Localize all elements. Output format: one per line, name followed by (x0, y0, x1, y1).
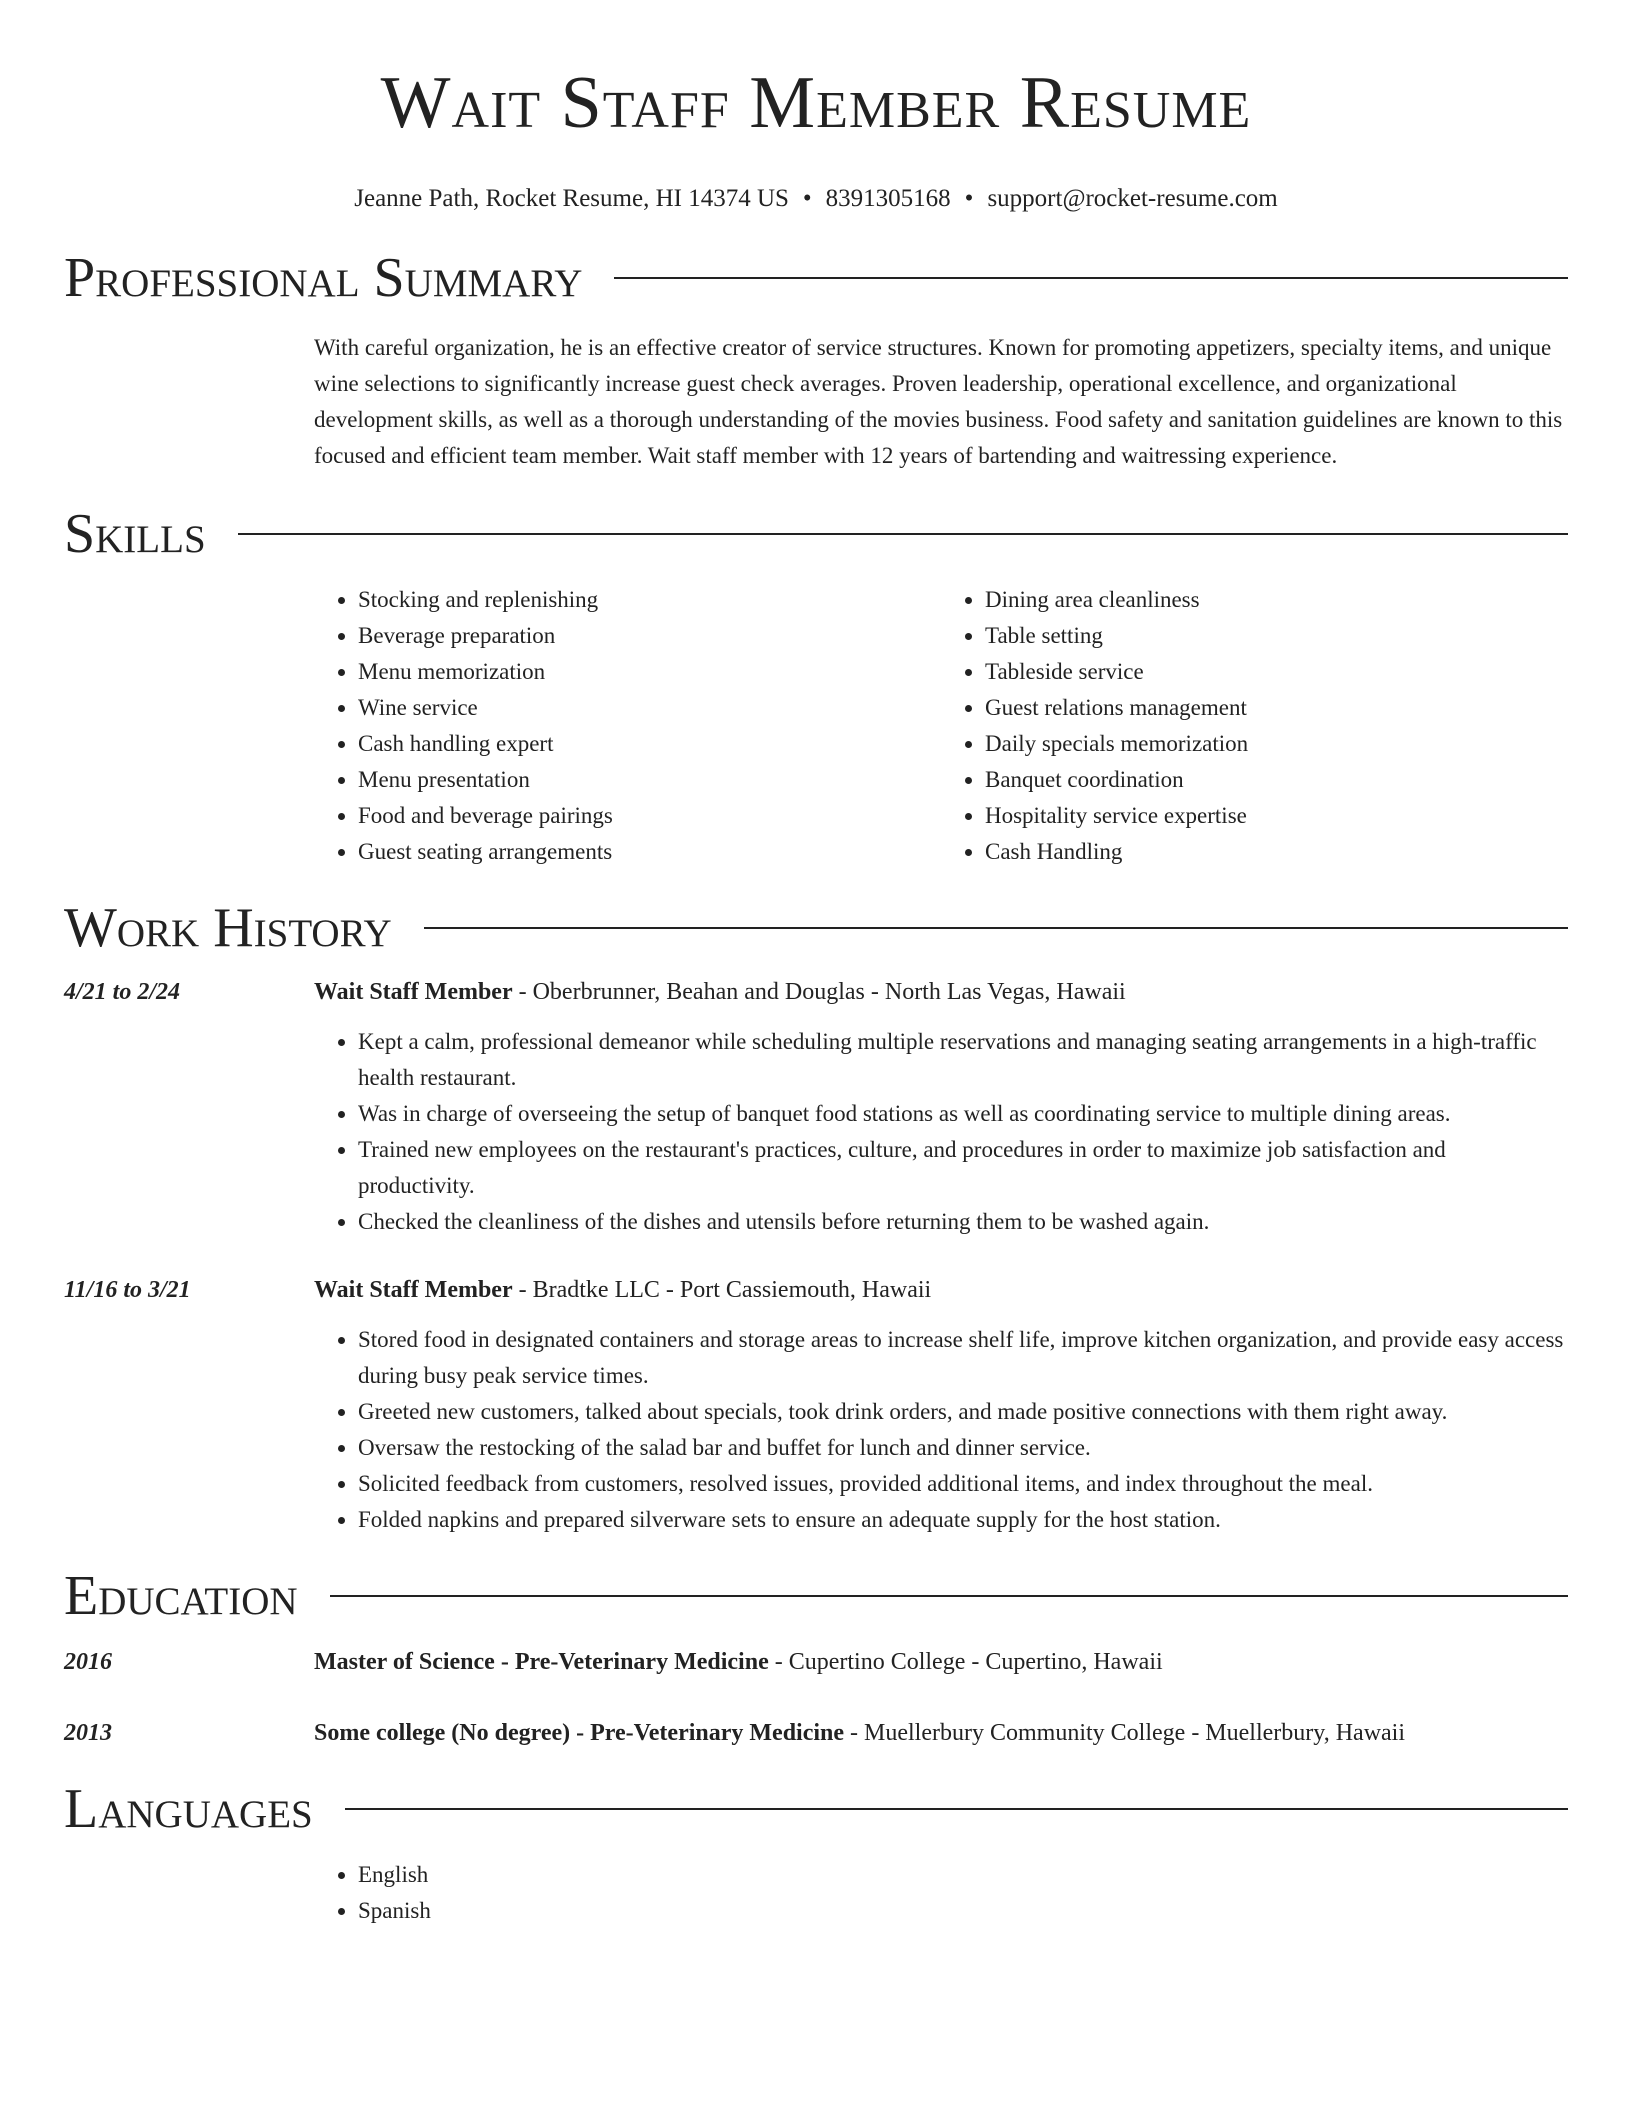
education-year: 2013 (64, 1720, 112, 1746)
education-entry (64, 1715, 1568, 1751)
job-bullet: • Solicited feedback from customers, resolved issues, provided additional items, and index throughout the meal. (358, 1466, 1568, 1502)
skill-item: • Cash Handling (985, 834, 1568, 870)
job-title-line (314, 974, 1568, 1010)
job-bullet: • Kept a calm, professional demeanor while scheduling multiple reservations and managing seating arrangements in a high-traffic health restaurant. (358, 1024, 1568, 1096)
education-year: 2016 (64, 1649, 112, 1675)
job-content (314, 1272, 1568, 1538)
section-divider (330, 1595, 1568, 1597)
section-divider (238, 533, 1568, 535)
contact-line (64, 183, 1568, 215)
skill-item: • Food and beverage pairings (358, 798, 941, 834)
job-entry (64, 974, 1568, 1240)
job-bullet: • Trained new employees on the restaurant's practices, culture, and procedures in order to maximize job satisfaction and productivity. (358, 1132, 1568, 1204)
contact-phone: 8391305168 (825, 185, 951, 212)
summary-section-header (64, 246, 1568, 310)
job-bullet: • Was in charge of overseeing the setup of banquet food stations as well as coordinating service to multiple dining areas. (358, 1096, 1568, 1132)
skill-item: • Daily specials memorization (985, 726, 1568, 762)
skills-section (314, 582, 1568, 870)
job-bullet: • Folded napkins and prepared silverware sets to ensure an adequate supply for the host station. (358, 1502, 1568, 1538)
job-details: - Oberbrunner, Beahan and Douglas - North Las Vegas, Hawaii (512, 979, 1126, 1005)
work-heading: Work History (64, 897, 392, 959)
job-role: Wait Staff Member (314, 1277, 513, 1303)
summary-text: With careful organization, he is an effective creator of service structures. Known for promoting appetizers, specialty items, and unique wine selections to significantly increase guest check averages. Proven leadership, operational excellence, and organizational development skills, as well as a thorough understanding of the movies business. Food safety and sanitation guidelines are known to this focused and efficient team member. Wait staff member with 12 years of bartending and waitressing experience. (314, 335, 1563, 468)
skills-section-header (64, 502, 1568, 566)
education-details: - Cupertino College - Cupertino, Hawaii (768, 1649, 1163, 1675)
education-degree: Some college (No degree) - Pre-Veterinary Medicine (314, 1720, 845, 1746)
summary-section (314, 330, 1568, 474)
section-divider (614, 277, 1568, 279)
skill-item: • Guest seating arrangements (358, 834, 941, 870)
section-divider (424, 927, 1568, 929)
education-section-header (64, 1564, 1568, 1628)
languages-list (314, 1857, 1568, 1929)
skill-item: • Guest relations management (985, 690, 1568, 726)
education-heading: Education (64, 1565, 298, 1627)
job-content (314, 974, 1568, 1240)
resume-title: Wait Staff Member Resume (380, 62, 1252, 144)
job-dates: 11/16 to 3/21 (64, 1277, 191, 1303)
language-item: • Spanish (358, 1893, 1568, 1929)
job-role: Wait Staff Member (314, 979, 513, 1005)
job-bullet-list (314, 1024, 1568, 1240)
language-item: • English (358, 1857, 1568, 1893)
skill-item: • Menu memorization (358, 654, 941, 690)
skill-item: • Wine service (358, 690, 941, 726)
job-details: - Bradtke LLC - Port Cassiemouth, Hawaii (512, 1277, 932, 1303)
education-entry (64, 1644, 1568, 1680)
job-bullet: • Checked the cleanliness of the dishes and utensils before returning them to be washed again. (358, 1204, 1568, 1240)
languages-heading: Languages (64, 1778, 313, 1840)
job-bullet-list (314, 1322, 1568, 1538)
education-content (314, 1715, 1568, 1751)
skill-item: • Cash handling expert (358, 726, 941, 762)
section-divider (345, 1808, 1568, 1810)
contact-address: Jeanne Path, Rocket Resume, HI 14374 US (354, 185, 789, 212)
job-bullet: • Stored food in designated containers and storage areas to increase shelf life, improve kitchen organization, and provide easy access during busy peak service times. (358, 1322, 1568, 1394)
skills-list-right (941, 582, 1568, 870)
skill-item: • Hospitality service expertise (985, 798, 1568, 834)
skills-grid (314, 582, 1568, 870)
contact-separator: • (802, 185, 812, 212)
languages-section-header (64, 1777, 1568, 1841)
skill-item: • Menu presentation (358, 762, 941, 798)
summary-heading: Professional Summary (64, 247, 583, 309)
skills-heading: Skills (64, 503, 206, 565)
job-entry (64, 1272, 1568, 1538)
skill-item: • Beverage preparation (358, 618, 941, 654)
job-title-line (314, 1272, 1568, 1308)
skill-item: • Banquet coordination (985, 762, 1568, 798)
job-bullet: • Greeted new customers, talked about specials, took drink orders, and made positive connections with them right away. (358, 1394, 1568, 1430)
job-bullet: • Oversaw the restocking of the salad bar and buffet for lunch and dinner service. (358, 1430, 1568, 1466)
education-content (314, 1644, 1568, 1680)
skill-item: • Table setting (985, 618, 1568, 654)
work-section-header (64, 896, 1568, 960)
contact-email: support@rocket-resume.com (987, 185, 1278, 212)
skills-list-left (314, 582, 941, 870)
skill-item: • Stocking and replenishing (358, 582, 941, 618)
job-dates: 4/21 to 2/24 (64, 979, 181, 1005)
education-degree: Master of Science - Pre-Veterinary Medicine (314, 1649, 769, 1675)
contact-separator: • (964, 185, 974, 212)
education-details: - Muellerbury Community College - Muellerbury, Hawaii (844, 1720, 1406, 1746)
skill-item: • Dining area cleanliness (985, 582, 1568, 618)
skill-item: • Tableside service (985, 654, 1568, 690)
